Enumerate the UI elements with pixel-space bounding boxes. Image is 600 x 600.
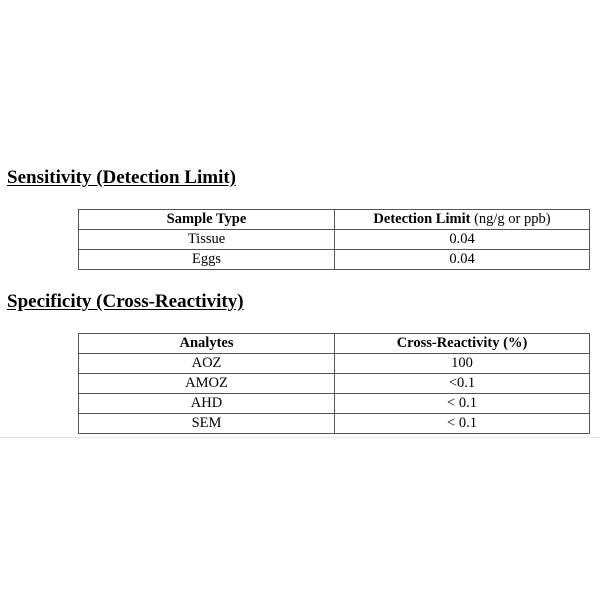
table-row (79, 414, 590, 434)
analyte-cell: AOZ (79, 354, 335, 374)
sample-type-cell: Eggs (79, 250, 335, 270)
detection-limit-header (335, 210, 590, 230)
sensitivity-heading: Sensitivity (Detection Limit) (7, 167, 237, 188)
table-row (79, 374, 590, 394)
table-row (79, 394, 590, 414)
sample-type-header: Sample Type (79, 210, 335, 230)
detection-limit-cell: 0.04 (335, 250, 590, 270)
detection-limit-label: Detection Limit (373, 211, 471, 227)
cross-reactivity-cell: <0.1 (335, 374, 590, 394)
detection-limit-cell: 0.04 (335, 230, 590, 250)
analytes-header: Analytes (79, 334, 335, 354)
sample-type-cell: Tissue (79, 230, 335, 250)
detection-limit-unit: (ng/g or ppb) (474, 211, 551, 227)
cross-reactivity-cell: < 0.1 (335, 394, 590, 414)
cross-reactivity-cell: < 0.1 (335, 414, 590, 434)
table-row (79, 230, 590, 250)
analyte-cell: SEM (79, 414, 335, 434)
analyte-cell: AHD (79, 394, 335, 414)
table-header-row (79, 210, 590, 230)
specificity-heading: Specificity (Cross-Reactivity) (7, 291, 244, 312)
divider (0, 437, 600, 438)
specificity-table (78, 333, 590, 434)
cross-reactivity-header: Cross-Reactivity (%) (335, 334, 590, 354)
cross-reactivity-cell: 100 (335, 354, 590, 374)
table-row (79, 250, 590, 270)
table-header-row (79, 334, 590, 354)
table-row (79, 354, 590, 374)
analyte-cell: AMOZ (79, 374, 335, 394)
sensitivity-table (78, 209, 590, 270)
